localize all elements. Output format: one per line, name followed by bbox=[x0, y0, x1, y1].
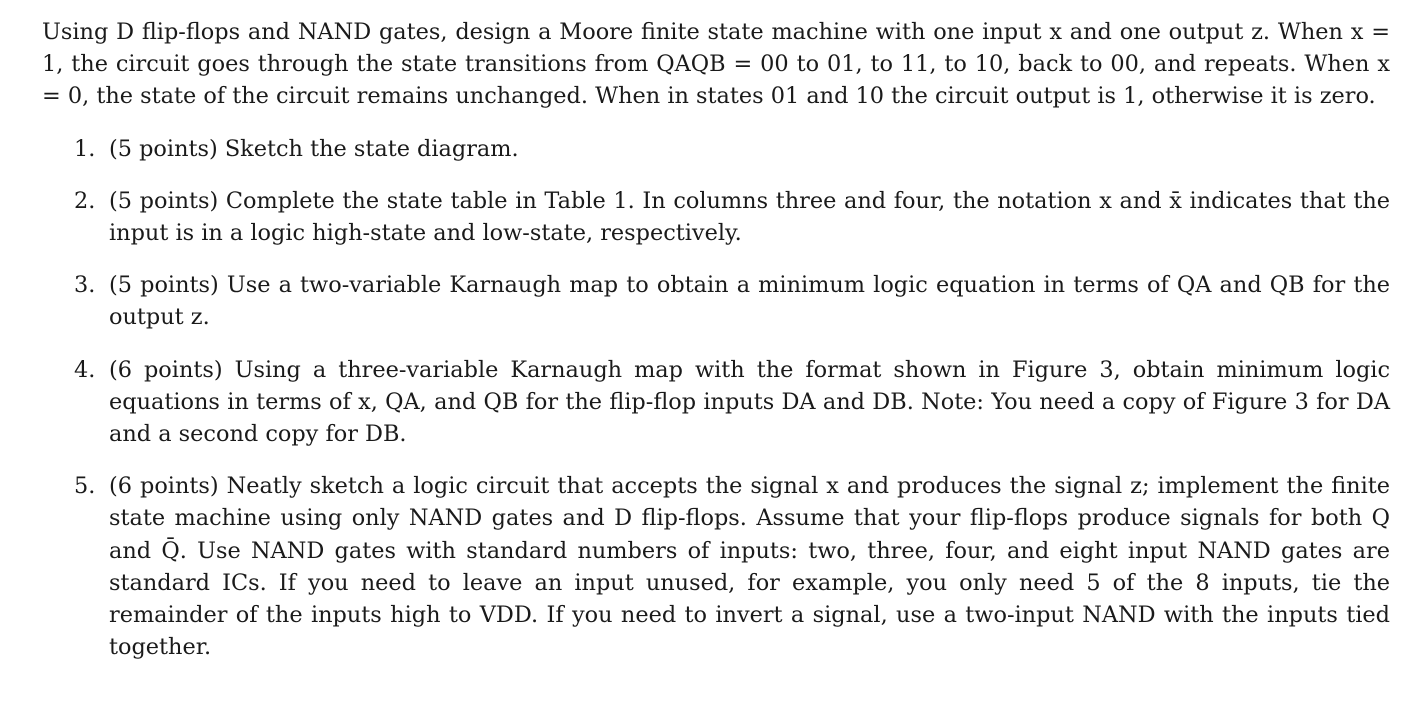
task-text: (5 points) Complete the state table in Table 1. In columns three and four, the notation x and x̄ indicates that the input is in a logic high-state and low-state, respectively. bbox=[109, 187, 1390, 247]
task-text: (5 points) Sketch the state diagram. bbox=[109, 135, 519, 162]
task-number: 4. bbox=[74, 356, 96, 383]
problem-document bbox=[42, 16, 1390, 683]
task-item-3 bbox=[42, 269, 1390, 333]
task-item-4 bbox=[42, 354, 1390, 451]
task-number: 1. bbox=[74, 135, 96, 162]
task-number: 3. bbox=[74, 272, 96, 299]
task-text: (5 points) Use a two-variable Karnaugh map to obtain a minimum logic equation in terms of QA and QB for the output z. bbox=[109, 272, 1390, 331]
problem-intro: Using D flip-flops and NAND gates, design a Moore finite state machine with one input x and one output z. When x = 1, the circuit goes through the state transitions from QAQB = 00 to 01, to 11, to 10, back to 00, and repeats. When x = 0, the state of the circuit remains unchanged. When in states 01 and 10 the circuit output is 1, otherwise it is zero. bbox=[42, 19, 1390, 110]
task-item-2 bbox=[42, 185, 1390, 249]
task-number: 5. bbox=[74, 473, 96, 500]
task-text: (6 points) Using a three-variable Karnaugh map with the format shown in Figure 3, obtain minimum logic equations in terms of x, QA, and QB for the flip-flop inputs DA and DB. Note: You need a copy of Figure 3 for DA and a second copy for DB. bbox=[109, 356, 1390, 448]
task-item-1 bbox=[42, 133, 1390, 165]
task-item-5 bbox=[42, 470, 1390, 663]
task-list bbox=[42, 133, 1390, 664]
task-text: (6 points) Neatly sketch a logic circuit that accepts the signal x and produces the signal z; implement the finite state machine using only NAND gates and D flip-flops. Assume that your flip-flops produce signals for both Q and Q̄. Use NAND gates with standard numbers of inputs: two, three, four, and eight input NAND gates are standard ICs. If you need to leave an input unused, for example, you only need 5 of the 8 inputs, tie the remainder of the inputs high to VDD. If you need to invert a signal, use a two-input NAND with the inputs tied together. bbox=[109, 473, 1390, 661]
task-number: 2. bbox=[74, 187, 96, 214]
